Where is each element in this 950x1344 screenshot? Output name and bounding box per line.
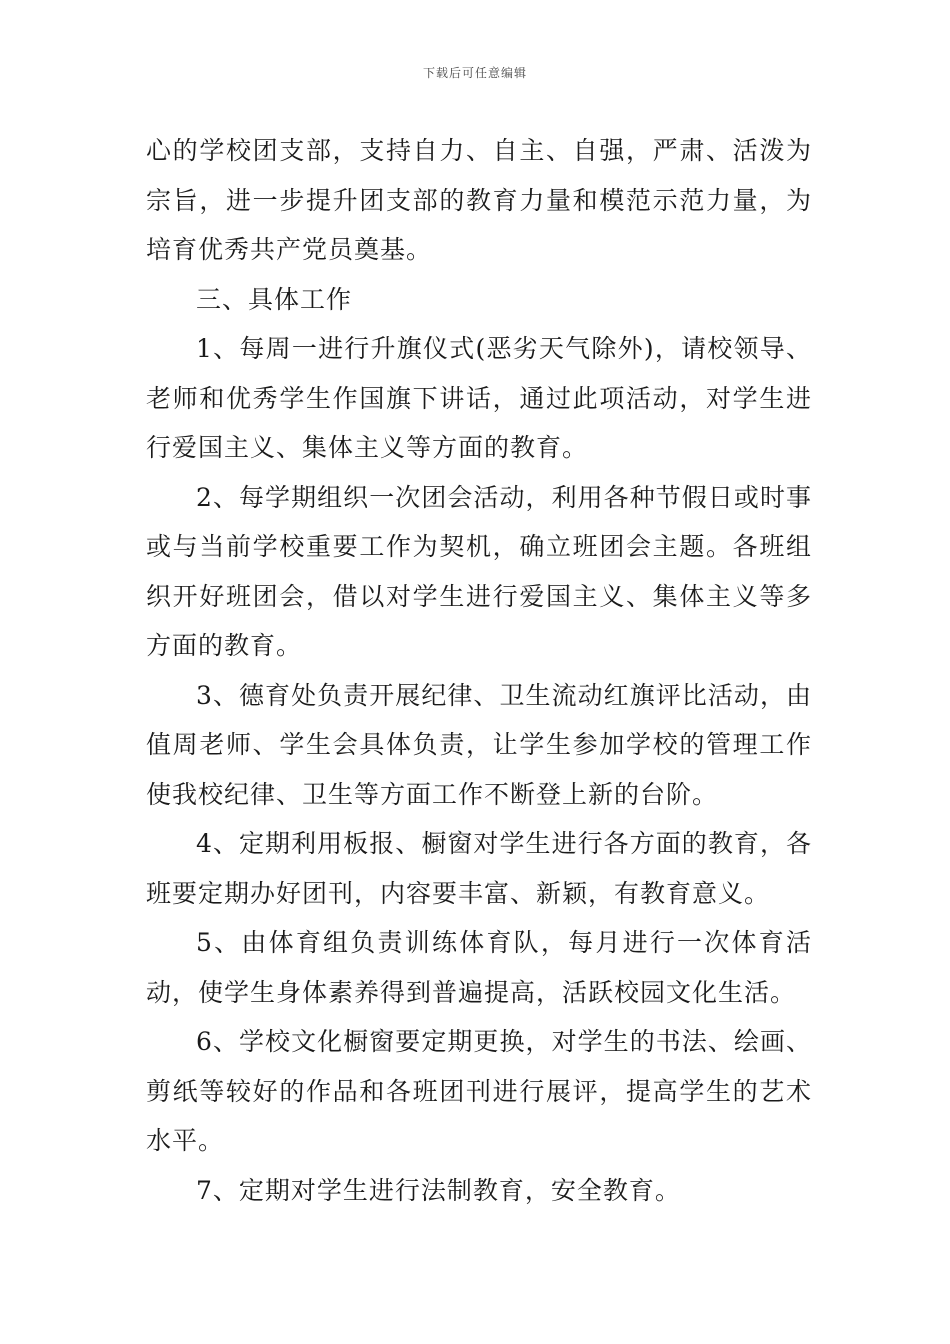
intro-paragraph: 心的学校团支部，支持自力、自主、自强，严肃、活泼为宗旨，进一步提升团支部的教育力量和模范示范力量，为培育优秀共产党员奠基。	[146, 136, 812, 264]
work-item-7: 7、定期对学生进行法制教育，安全教育。	[196, 1175, 681, 1205]
work-item-5: 5、由体育组负责训练体育队，每月进行一次体育活动，使学生身体素养得到普遍提高，活跃校园文化生活。	[146, 928, 812, 1007]
document-body	[146, 126, 812, 1215]
work-item-2: 2、每学期组织一次团会活动，利用各种节假日或时事或与当前学校重要工作为契机，确立班团会主题。各班组织开好班团会，借以对学生进行爱国主义、集体主义等多方面的教育。	[146, 482, 812, 660]
work-item-3: 3、德育处负责开展纪律、卫生流动红旗评比活动，由值周老师、学生会具体负责，让学生参加学校的管理工作使我校纪律、卫生等方面工作不断登上新的台阶。	[146, 680, 812, 809]
section-heading: 三、具体工作	[196, 284, 353, 314]
work-item-1: 1、每周一进行升旗仪式(恶劣天气除外)，请校领导、老师和优秀学生作国旗下讲话，通过此项活动，对学生进行爱国主义、集体主义等方面的教育。	[146, 334, 812, 462]
download-note: 下载后可任意编辑	[422, 66, 527, 80]
work-item-4: 4、定期利用板报、橱窗对学生进行各方面的教育，各班要定期办好团刊，内容要丰富、新颖，有教育意义。	[146, 829, 812, 908]
work-item-6: 6、学校文化橱窗要定期更换，对学生的书法、绘画、剪纸等较好的作品和各班团刊进行展评，提高学生的艺术水平。	[146, 1027, 812, 1155]
